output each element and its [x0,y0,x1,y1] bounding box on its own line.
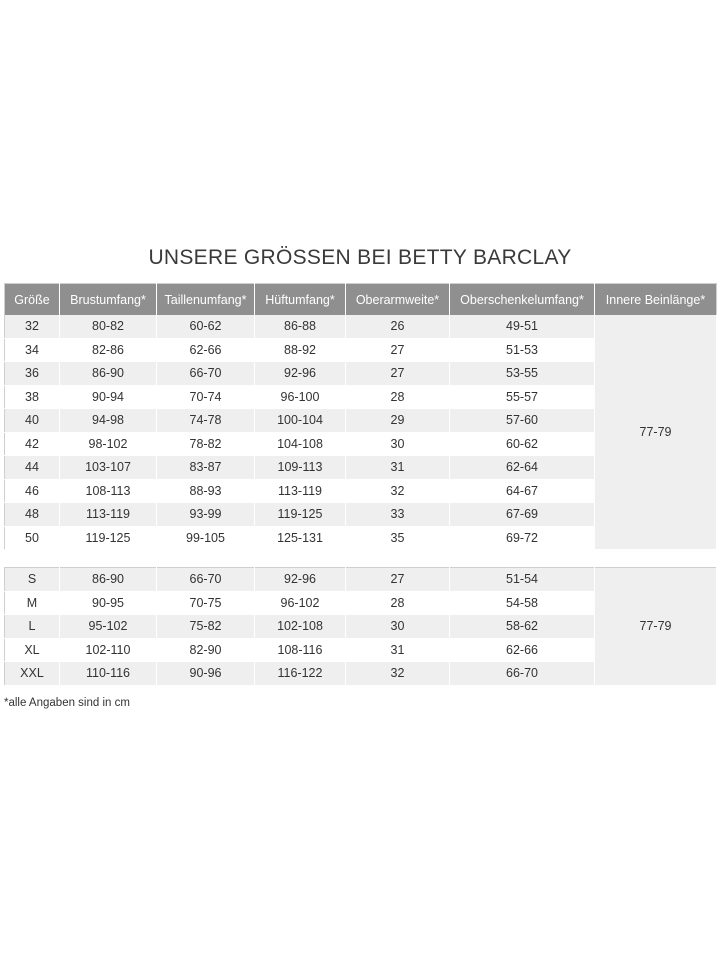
cell-waist: 82-90 [157,638,255,662]
cell-waist: 99-105 [157,526,255,550]
cell-hip: 108-116 [255,638,346,662]
cell-waist: 75-82 [157,615,255,639]
cell-bust: 119-125 [60,526,157,550]
cell-size: 42 [5,432,60,456]
cell-upper-arm: 31 [346,456,450,480]
cell-hip: 119-125 [255,503,346,527]
cell-size: 46 [5,479,60,503]
cell-upper-arm: 31 [346,638,450,662]
cell-thigh: 51-53 [450,338,595,362]
cell-upper-arm: 30 [346,432,450,456]
cell-inseam: 77-79 [595,568,717,686]
cell-waist: 88-93 [157,479,255,503]
cell-bust: 94-98 [60,409,157,433]
cell-bust: 86-90 [60,362,157,386]
cell-thigh: 64-67 [450,479,595,503]
cell-upper-arm: 27 [346,362,450,386]
cell-waist: 78-82 [157,432,255,456]
cell-hip: 92-96 [255,568,346,592]
cell-thigh: 55-57 [450,385,595,409]
cell-size: 44 [5,456,60,480]
table-header-row [5,284,717,316]
cell-upper-arm: 28 [346,591,450,615]
footnote: *alle Angaben sind in cm [4,697,130,709]
cell-bust: 98-102 [60,432,157,456]
cell-waist: 83-87 [157,456,255,480]
header-bust: Brustumfang* [60,284,157,316]
cell-size: 48 [5,503,60,527]
cell-thigh: 51-54 [450,568,595,592]
cell-bust: 108-113 [60,479,157,503]
cell-hip: 113-119 [255,479,346,503]
header-waist: Taillenumfang* [157,284,255,316]
cell-upper-arm: 27 [346,338,450,362]
cell-size: XXL [5,662,60,686]
cell-thigh: 49-51 [450,315,595,338]
cell-waist: 70-75 [157,591,255,615]
header-thigh: Oberschenkelumfang* [450,284,595,316]
cell-size: L [5,615,60,639]
cell-hip: 96-100 [255,385,346,409]
header-inseam: Innere Beinlänge* [595,284,717,316]
header-hip: Hüftumfang* [255,284,346,316]
cell-bust: 113-119 [60,503,157,527]
cell-upper-arm: 32 [346,479,450,503]
cell-size: 50 [5,526,60,550]
cell-waist: 70-74 [157,385,255,409]
cell-size: 36 [5,362,60,386]
cell-waist: 62-66 [157,338,255,362]
cell-upper-arm: 35 [346,526,450,550]
cell-bust: 95-102 [60,615,157,639]
cell-thigh: 53-55 [450,362,595,386]
cell-waist: 90-96 [157,662,255,686]
cell-thigh: 66-70 [450,662,595,686]
table-row [5,568,717,592]
cell-thigh: 54-58 [450,591,595,615]
cell-size: 32 [5,315,60,338]
cell-waist: 74-78 [157,409,255,433]
size-table-numeric [4,283,717,550]
cell-bust: 90-94 [60,385,157,409]
cell-hip: 86-88 [255,315,346,338]
table-row [5,315,717,338]
cell-upper-arm: 33 [346,503,450,527]
cell-waist: 60-62 [157,315,255,338]
cell-hip: 102-108 [255,615,346,639]
cell-hip: 125-131 [255,526,346,550]
cell-thigh: 62-66 [450,638,595,662]
cell-upper-arm: 28 [346,385,450,409]
size-table-letter [4,567,717,686]
cell-size: 38 [5,385,60,409]
cell-size: XL [5,638,60,662]
cell-hip: 100-104 [255,409,346,433]
cell-inseam: 77-79 [595,315,717,550]
cell-thigh: 69-72 [450,526,595,550]
cell-hip: 88-92 [255,338,346,362]
cell-bust: 102-110 [60,638,157,662]
cell-thigh: 60-62 [450,432,595,456]
cell-upper-arm: 26 [346,315,450,338]
cell-thigh: 57-60 [450,409,595,433]
cell-hip: 104-108 [255,432,346,456]
cell-hip: 116-122 [255,662,346,686]
cell-thigh: 67-69 [450,503,595,527]
cell-thigh: 62-64 [450,456,595,480]
cell-thigh: 58-62 [450,615,595,639]
cell-upper-arm: 27 [346,568,450,592]
cell-bust: 82-86 [60,338,157,362]
cell-upper-arm: 32 [346,662,450,686]
cell-upper-arm: 29 [346,409,450,433]
cell-hip: 109-113 [255,456,346,480]
cell-hip: 96-102 [255,591,346,615]
cell-waist: 93-99 [157,503,255,527]
header-upper-arm: Oberarmweite* [346,284,450,316]
page-title: UNSERE GRÖSSEN BEI BETTY BARCLAY [148,246,572,269]
cell-size: S [5,568,60,592]
cell-waist: 66-70 [157,362,255,386]
cell-bust: 110-116 [60,662,157,686]
cell-bust: 103-107 [60,456,157,480]
cell-waist: 66-70 [157,568,255,592]
cell-hip: 92-96 [255,362,346,386]
cell-bust: 86-90 [60,568,157,592]
cell-upper-arm: 30 [346,615,450,639]
cell-size: M [5,591,60,615]
header-size: Größe [5,284,60,316]
cell-bust: 90-95 [60,591,157,615]
cell-size: 34 [5,338,60,362]
cell-bust: 80-82 [60,315,157,338]
cell-size: 40 [5,409,60,433]
